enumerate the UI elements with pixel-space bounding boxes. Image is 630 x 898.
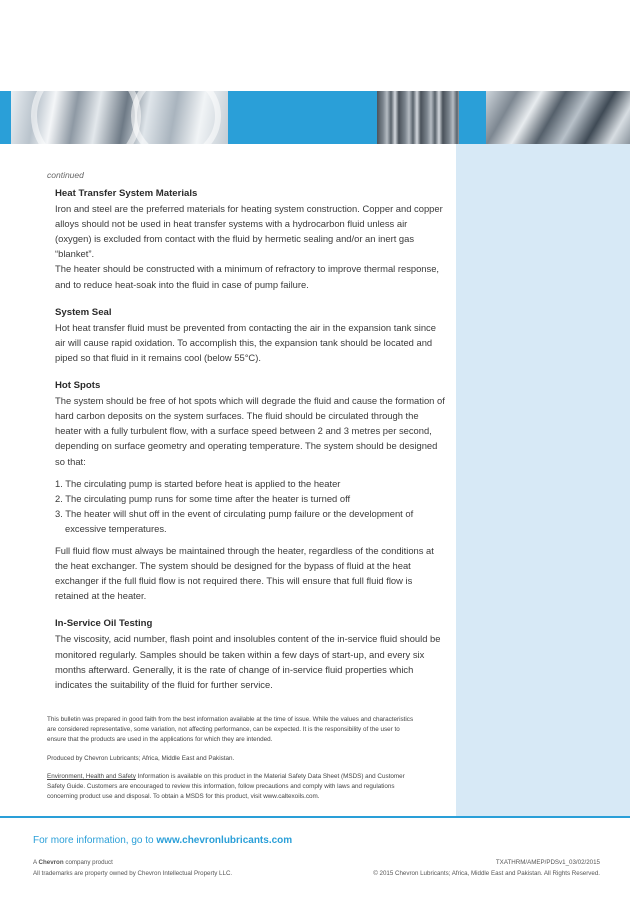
section-title: In-Service Oil Testing — [55, 618, 153, 630]
ehs-text: Information is available on this product in the Material Safety Data Sheet (MSDS) and Customer Safety Guide. Customers are encouraged to review this information, follow precautions and comply with laws and regulations concerning product use and disposal. To obtain a MSDS for this product, visit www.caltexoils.com. — [47, 773, 405, 800]
footer-rule — [0, 816, 630, 818]
section-hot-spots — [55, 378, 445, 603]
requirements-list — [55, 476, 445, 536]
paragraph: Iron and steel are the preferred materials for heating system construction. Copper and copper alloys should not be used in heat transfer systems with a hydrocarbon fluid unless air (oxygen) is excluded from contact with the fluid by hermetic sealing and/or an inert gas “blanket”. — [55, 203, 443, 260]
machinery-photo — [377, 91, 459, 144]
paragraph: The heater should be constructed with a minimum of refractory to improve thermal response, and to reduce heat-soak into the fluid in case of pump failure. — [55, 263, 440, 290]
section-title: Heat Transfer System Materials — [55, 188, 198, 199]
header-banner — [0, 91, 630, 144]
more-info-prefix: For more information, go to — [33, 835, 157, 846]
section-oil-testing — [55, 616, 445, 691]
list-item: 3. The heater will shut off in the event of circulating pump failure or the development of excessive temperatures. — [55, 507, 414, 534]
bearing-photo — [11, 91, 228, 144]
paragraph: The viscosity, acid number, flash point and insolubles content of the in-service fluid should be monitored regularly. Samples should be taken within a few days of start-up, and every six months afterward. Generally, it is the rate of change of in-service fluid properties which indicates the suitability of the fluid for further service. — [55, 633, 441, 690]
company-prefix: A — [33, 859, 39, 866]
trademarks: All trademarks are property owned by Chevron Intellectual Property LLC. — [33, 870, 233, 877]
main-content — [55, 186, 445, 705]
company-suffix: company product — [63, 859, 113, 866]
paragraph: Full fluid flow must always be maintained through the heater, regardless of the conditions at the heat exchanger. The system should be designed for the bypass of fluid at the heat exchanger if the full fluid flow is not required there. This will ensure that full fluid flow is retained at the heater. — [55, 544, 434, 602]
section-heat-transfer — [55, 186, 445, 292]
section-title: Hot Spots — [55, 380, 101, 392]
copyright: © 2015 Chevron Lubricants; Africa, Middle East and Pakistan. All Rights Reserved. — [373, 870, 600, 877]
website-link[interactable]: www.chevronlubricants.com — [156, 835, 293, 846]
paragraph: Hot heat transfer fluid must be prevented from contacting the air in the expansion tank since air will cause rapid oxidation. To accomplish this, the expansion tank should be located and piped so that fluid in it remains cool (below 55°C). — [55, 321, 436, 363]
ehs-link[interactable]: Environment, Health and Safety — [47, 773, 136, 780]
disclaimer: This bulletin was prepared in good faith from the best information available at the time of issue. While the values and characteristics are considered representative, some variation, not affecting performance, can be expected. It is the responsibility of the user to ensure that the products are used in the applications for which they are intended. — [47, 716, 414, 743]
more-info — [33, 835, 292, 846]
section-title: System Seal — [55, 306, 112, 318]
company-line — [33, 857, 113, 868]
list-item: 2. The circulating pump runs for some time after the heater is turned off — [55, 492, 351, 504]
list-item: 1. The circulating pump is started before heat is applied to the heater — [55, 477, 341, 489]
produced-by: Produced by Chevron Lubricants; Africa, Middle East and Pakistan. — [47, 755, 235, 762]
ehs-notice — [47, 772, 417, 802]
company-brand: Chevron — [38, 859, 64, 866]
doc-code: TXATHRM/AMEP/PDSv1_03/02/2015 — [495, 859, 600, 866]
section-system-seal — [55, 305, 445, 365]
gear-photo — [486, 91, 630, 144]
paragraph: The system should be free of hot spots which will degrade the fluid and cause the formation of hard carbon deposits on the system surfaces. The fluid should be circulated through the heater with a fully turbulent flow, with a surface speed between 2 and 3 metres per second, depending on surface geometry and operating temperature. The system should be designed so that: — [55, 395, 445, 467]
continued-label: continued — [47, 170, 84, 180]
side-panel — [456, 144, 630, 816]
